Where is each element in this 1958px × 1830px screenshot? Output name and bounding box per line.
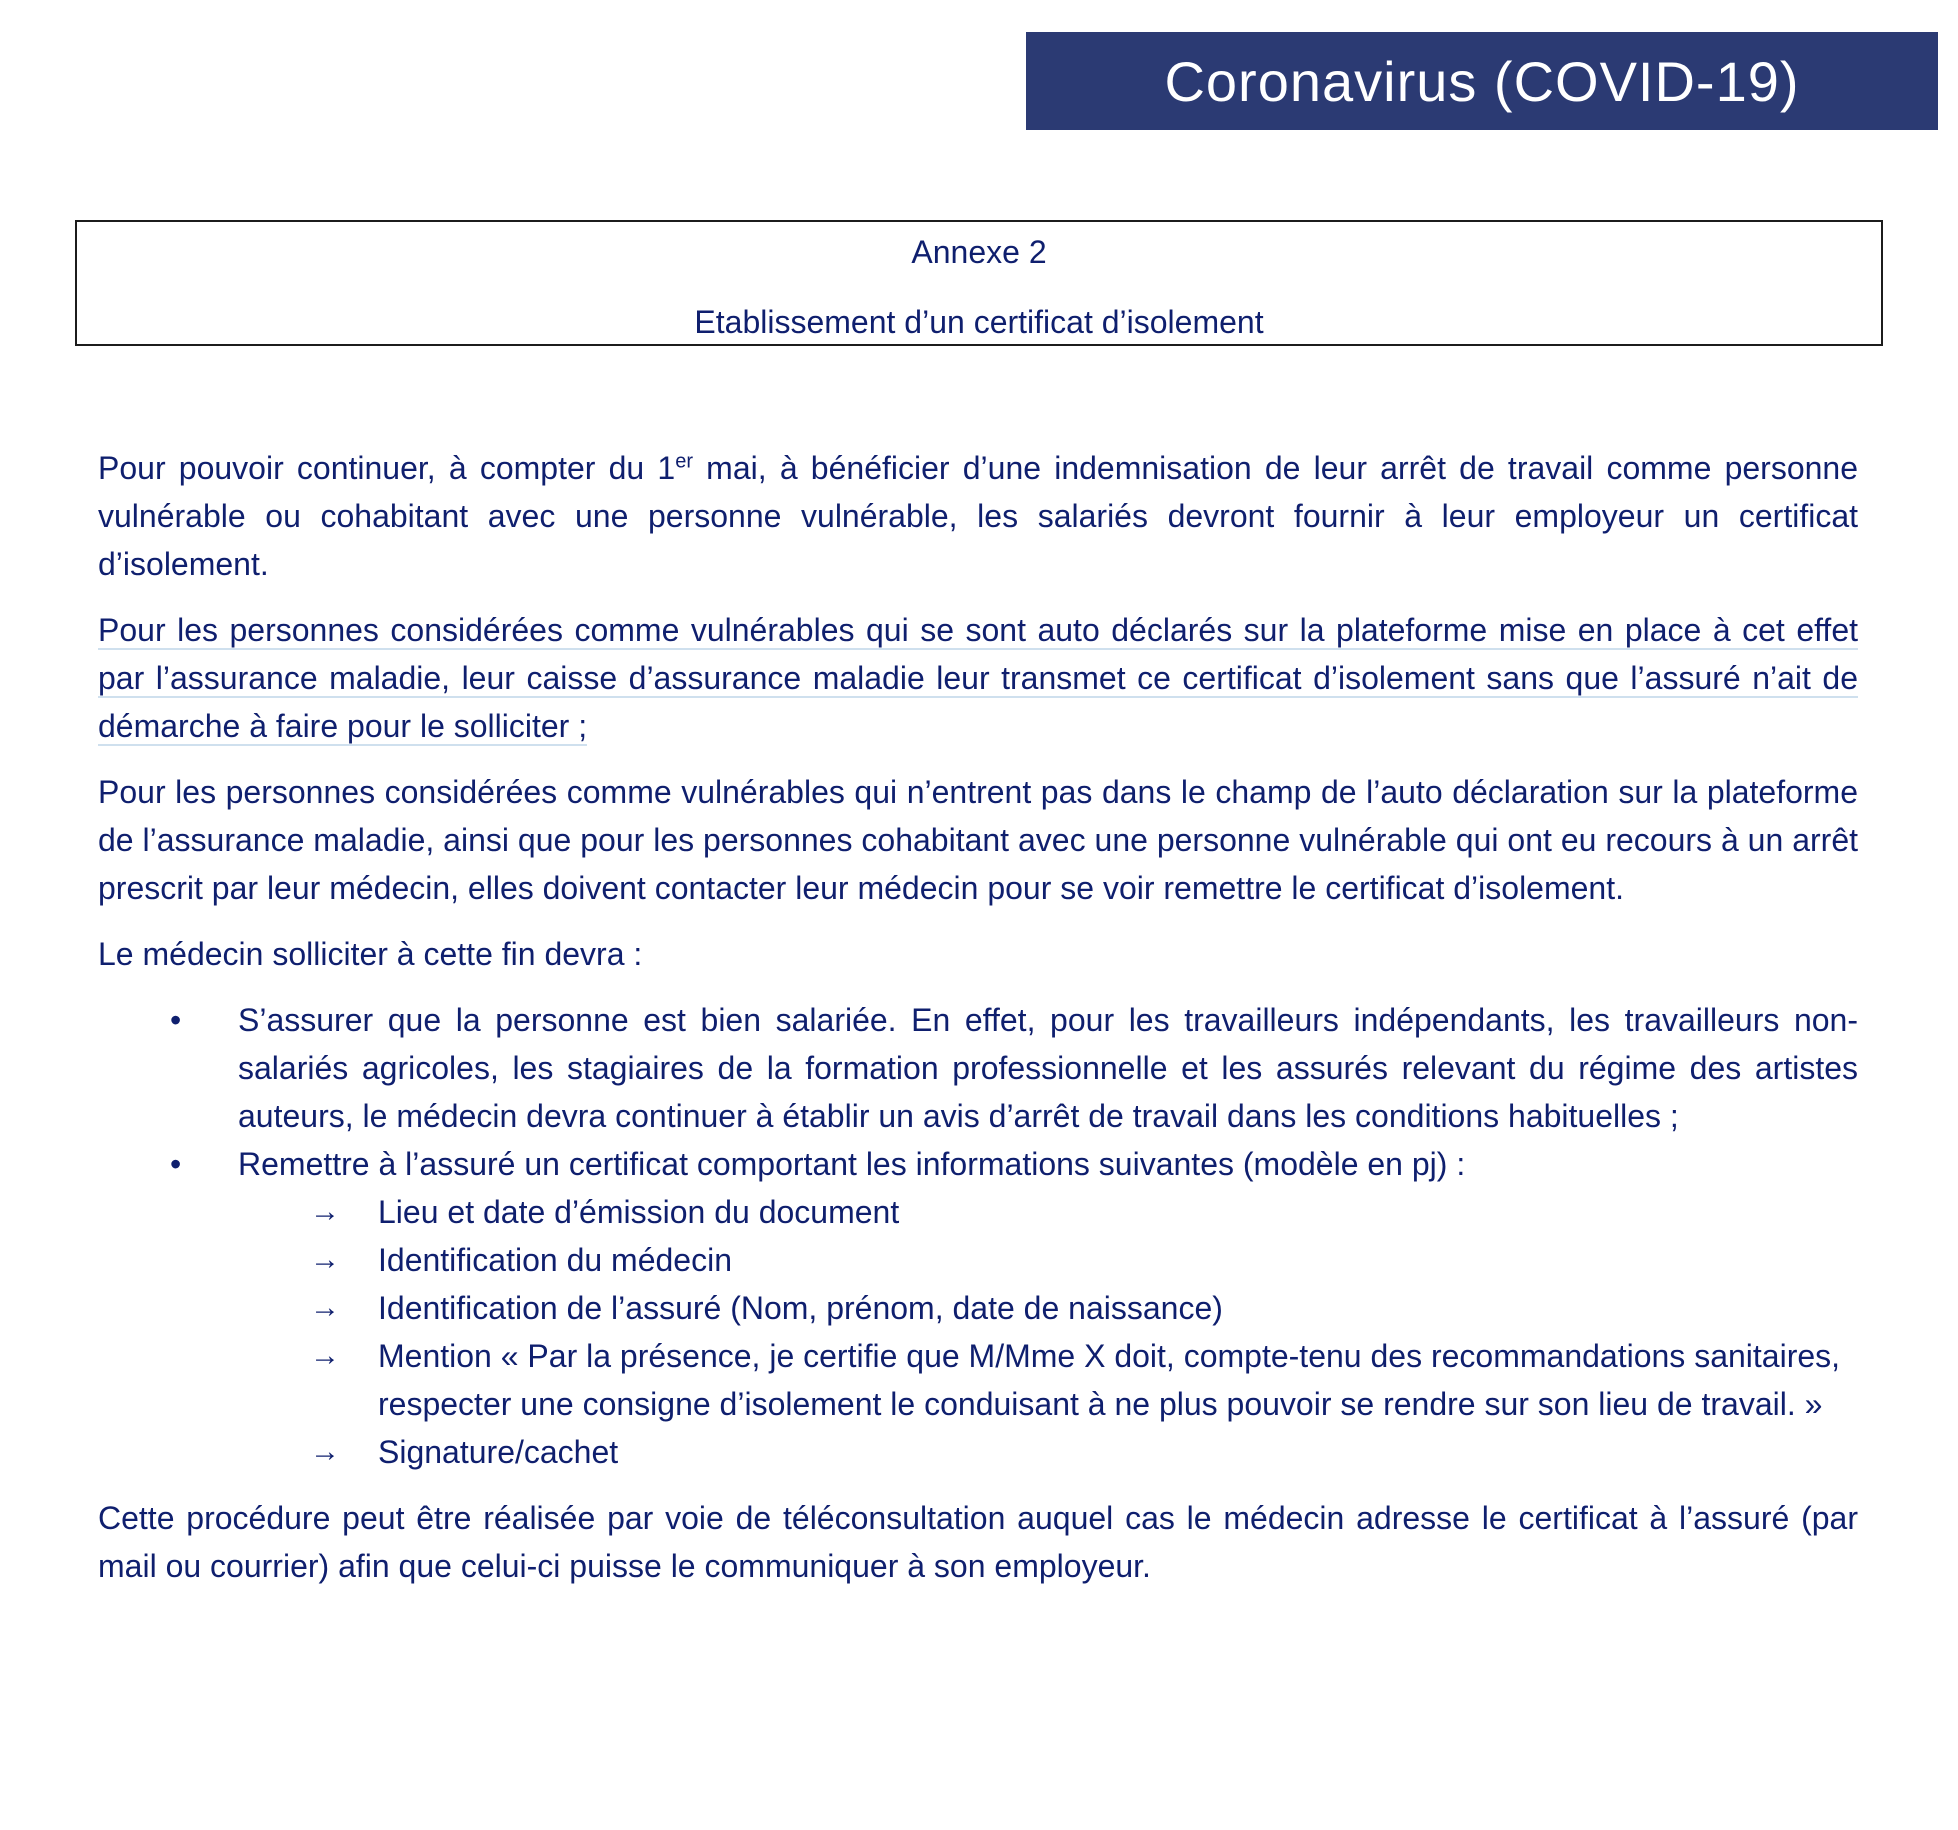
paragraph-intro-rest: mai, à bénéficier d’une indemnisation de leur arrêt de travail comme personne vulnérable ou cohabitant avec une personne vulnérable, les salariés devront fournir à leur employeur un certificat d’isolement. — [98, 450, 1859, 582]
list-item-text: Remettre à l’assuré un certificat comportant les informations suivantes (modèle en pj) : — [238, 1146, 1466, 1182]
paragraph-auto-declared — [98, 606, 1858, 750]
sub-list-item — [238, 1332, 1858, 1428]
paragraph-auto-declared-text: Pour les personnes considérées comme vulnérables qui se sont auto déclarés sur la plateforme mise en place à cet effet par l’assurance maladie, leur caisse d’assurance maladie leur transmet ce certificat d’isolement sans que l’assuré n’ait de démarche à faire pour le solliciter ; — [98, 612, 1858, 744]
sub-list-item-text: Signature/cachet — [378, 1434, 619, 1470]
list-item — [98, 1140, 1858, 1476]
bullet-icon: • — [170, 1002, 182, 1038]
arrow-right-icon: → — [310, 1339, 340, 1372]
sub-list-item — [238, 1428, 1858, 1476]
header-banner — [1026, 32, 1938, 130]
list-item-text: S’assurer que la personne est bien salariée. En effet, pour les travailleurs indépendants, les travailleurs non-salariés agricoles, les stagiaires de la formation professionnelle et les assurés relevant du régime des artistes auteurs, le médecin devra continuer à établir un avis d’arrêt de travail dans les conditions habituelles ; — [238, 1002, 1858, 1134]
paragraph-teleconsultation: Cette procédure peut être réalisée par voie de téléconsultation auquel cas le médecin adresse le certificat à l’assuré (par mail ou courrier) afin que celui-ci puisse le communiquer à son employeur. — [98, 1500, 1858, 1584]
banner-title: Coronavirus (COVID-19) — [1164, 49, 1800, 113]
sub-list — [238, 1188, 1858, 1476]
arrow-right-icon: → — [310, 1195, 340, 1228]
arrow-right-icon: → — [310, 1435, 340, 1468]
sub-list-item — [238, 1236, 1858, 1284]
sub-list-item-text: Identification de l’assuré (Nom, prénom, date de naissance) — [378, 1290, 1223, 1326]
paragraph-intro-start: Pour pouvoir continuer, à compter du 1 — [98, 450, 676, 486]
bullet-icon: • — [170, 1146, 182, 1182]
paragraph-intro — [98, 444, 1858, 588]
ordinal-superscript: er — [675, 450, 693, 473]
sub-list-item — [238, 1284, 1858, 1332]
bullet-list — [98, 996, 1858, 1476]
annex-subtitle: Etablissement d’un certificat d’isolement — [694, 304, 1264, 340]
sub-list-item-text: Mention « Par la présence, je certifie que M/Mme X doit, compte-tenu des recommandations sanitaires, respecter une consigne d’isolement le conduisant à ne plus pouvoir se rendre sur son lieu de travail. » — [378, 1338, 1841, 1422]
sub-list-item-text: Lieu et date d’émission du document — [378, 1194, 900, 1230]
paragraph-not-auto-declared: Pour les personnes considérées comme vulnérables qui n’entrent pas dans le champ de l’auto déclaration sur la plateforme de l’assurance maladie, ainsi que pour les personnes cohabitant avec une personne vulnérable qui ont eu recours à un arrêt prescrit par leur médecin, elles doivent contacter leur médecin pour se voir remettre le certificat d’isolement. — [98, 774, 1858, 906]
annex-box — [75, 220, 1883, 346]
arrow-right-icon: → — [310, 1243, 340, 1276]
arrow-right-icon: → — [310, 1291, 340, 1324]
paragraph-doctor-duties: Le médecin solliciter à cette fin devra : — [98, 936, 643, 972]
sub-list-item — [238, 1188, 1858, 1236]
sub-list-item-text: Identification du médecin — [378, 1242, 732, 1278]
document-body — [98, 444, 1858, 1608]
list-item — [98, 996, 1858, 1140]
annex-title: Annexe 2 — [911, 234, 1047, 270]
